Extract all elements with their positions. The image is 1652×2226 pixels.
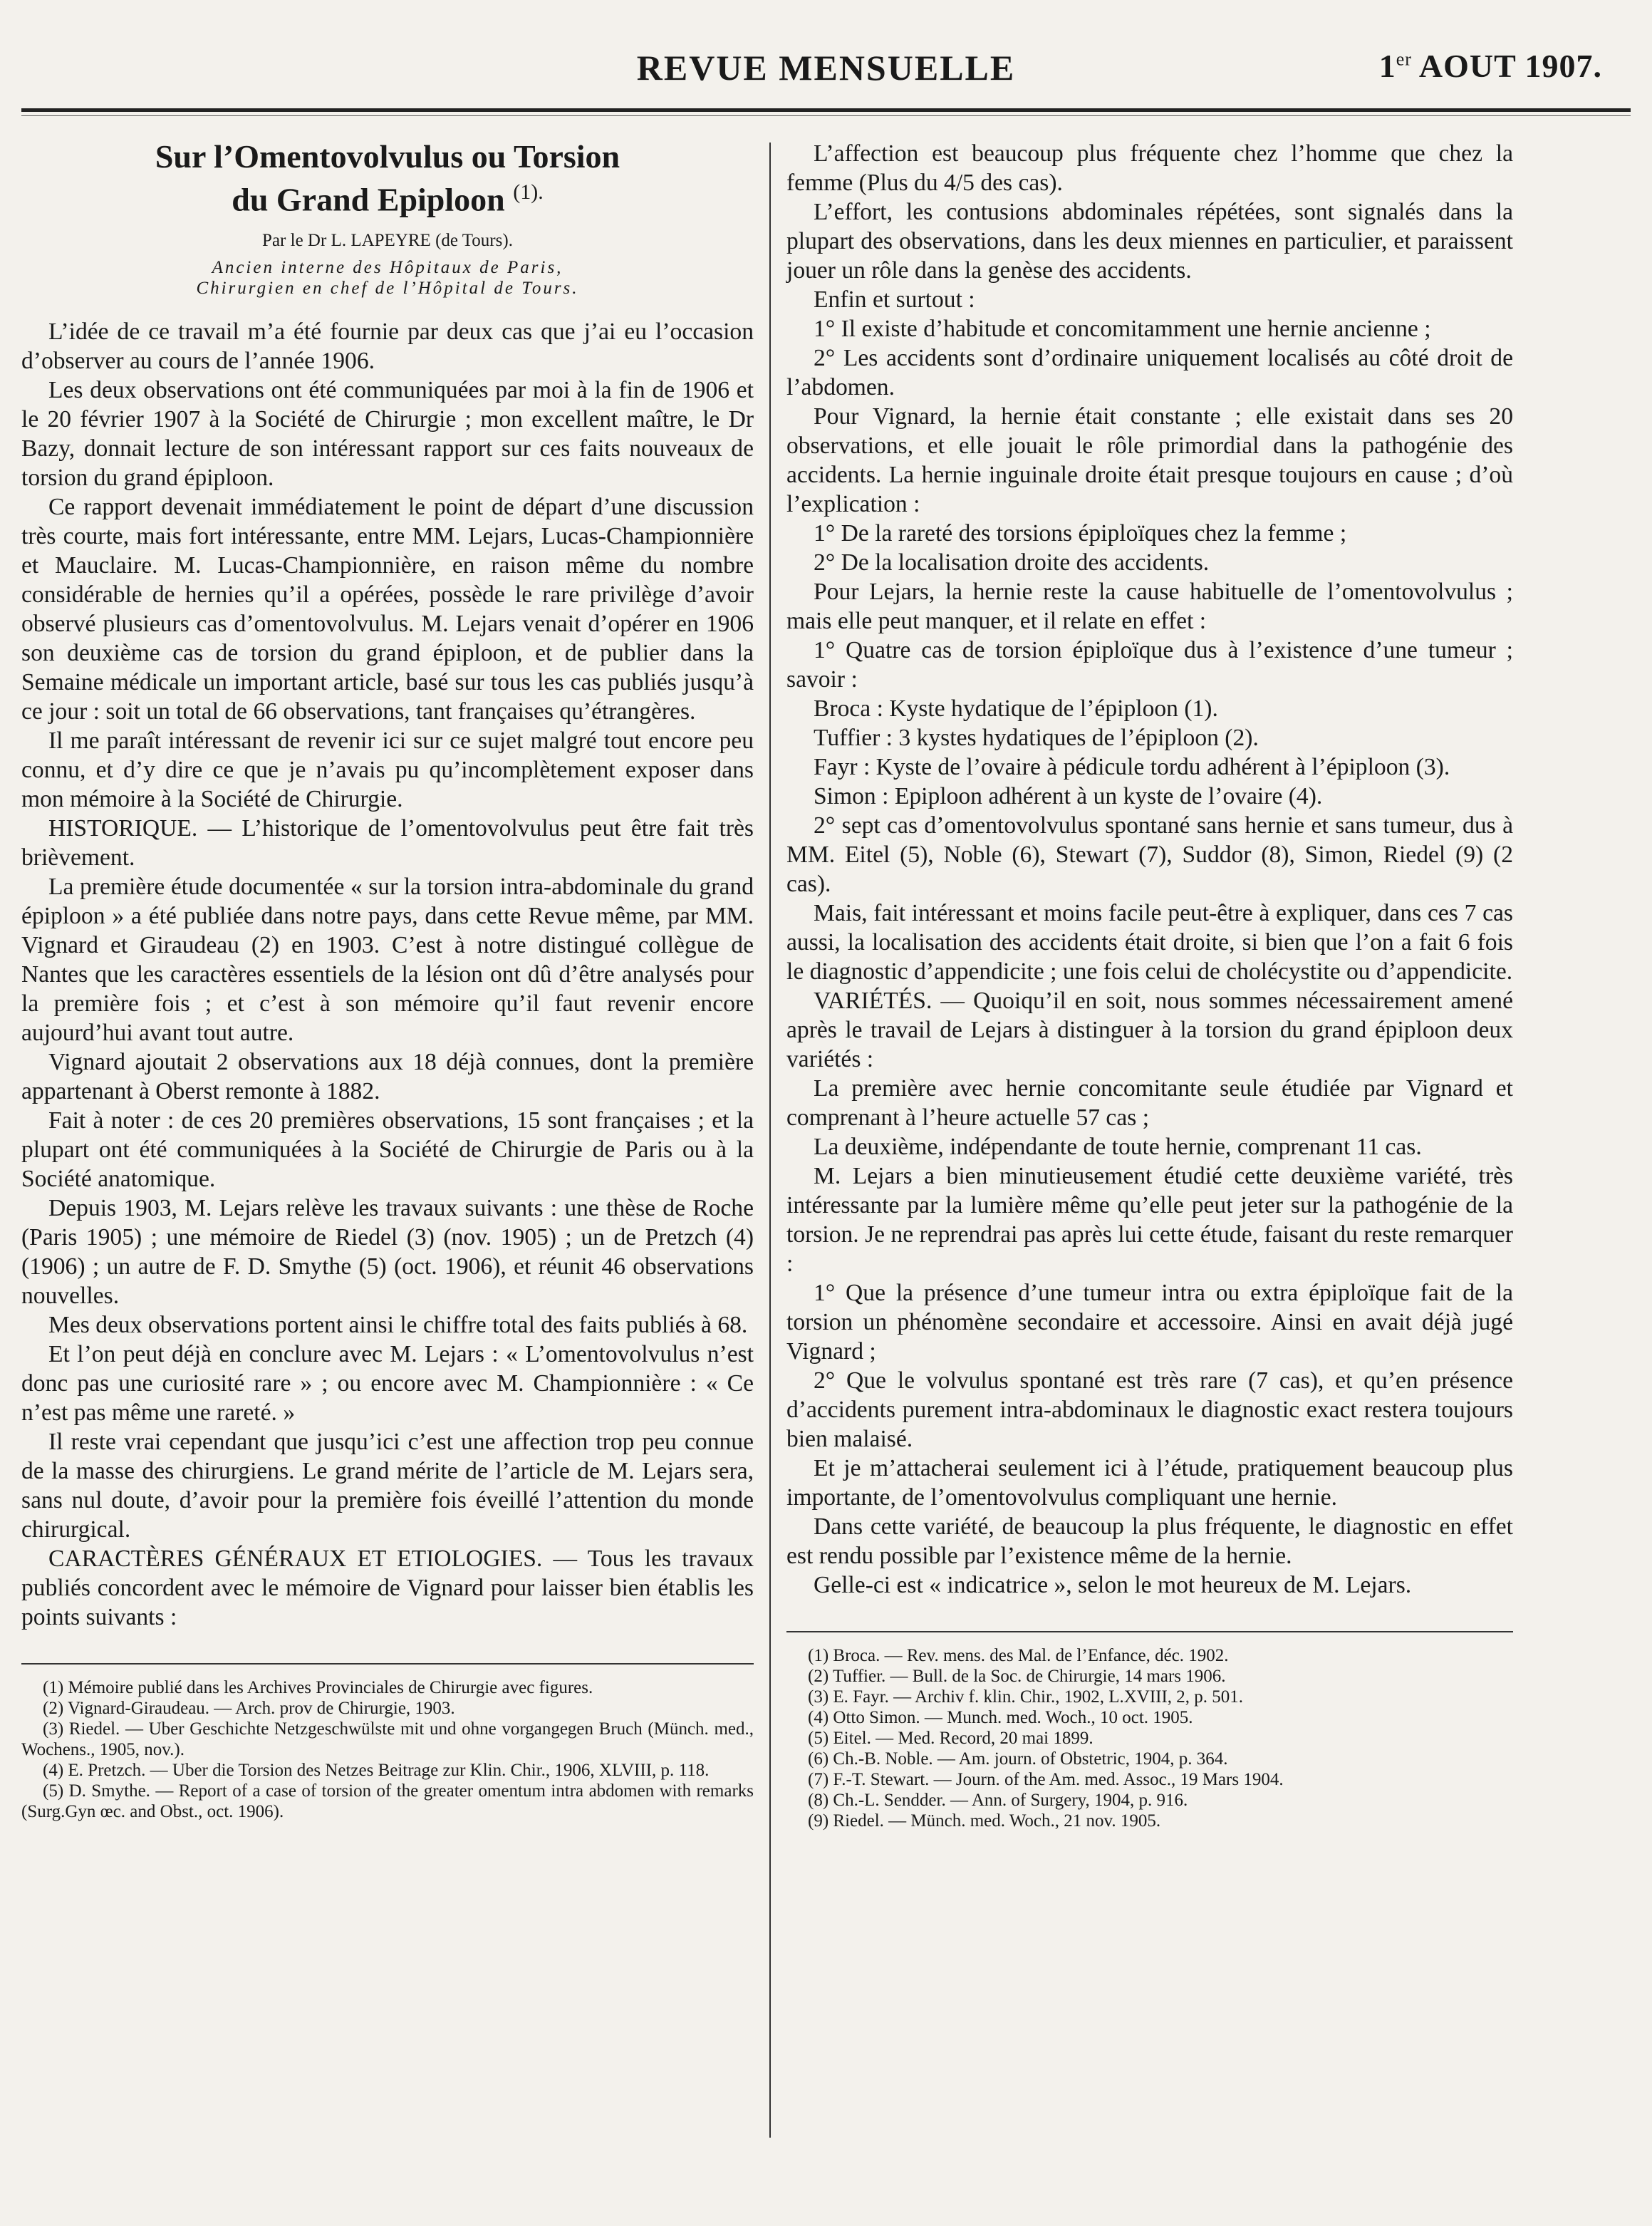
paragraph: La deuxième, indépendante de toute hernie, comprenant 11 cas. [814, 1134, 1422, 1160]
footnote: (1) Broca. — Rev. mens. des Mal. de l’Enfance, déc. 1902. [808, 1646, 1229, 1665]
paragraph: Dans cette variété, de beaucoup la plus fréquente, le diagnostic en effet est rendu possible par l’existence même de la hernie. [786, 1513, 1513, 1569]
paragraph: L’affection est beaucoup plus fréquente chez l’homme que chez la femme (Plus du 4/5 des cas). [786, 140, 1513, 196]
issue-date [1379, 47, 1602, 85]
paragraph: 1° Il existe d’habitude et concomitamment une hernie ancienne ; [814, 316, 1431, 342]
right-column [786, 139, 1513, 1831]
footnote: (5) D. Smythe. — Report of a case of torsion of the greater omentum intra abdomen with remarks (Surg.Gyn œc. and Obst., oct. 1906). [21, 1781, 754, 1822]
paragraph: Il reste vrai cependant que jusqu’ici c’est une affection trop peu connue de la masse des chirurgiens. Le grand mérite de l’article de M. Lejars sera, sans nul doute, d’avoir pour la première fois éveillé l’attention du monde chirurgical. [21, 1429, 754, 1543]
header-rule-thin [21, 115, 1631, 116]
footnote: (7) F.-T. Stewart. — Journ. of the Am. med. Assoc., 19 Mars 1904. [808, 1770, 1284, 1789]
left-column [21, 139, 754, 1822]
footnote: (2) Vignard-Giraudeau. — Arch. prov de Chirurgie, 1903. [43, 1699, 455, 1719]
paragraph: 2° Les accidents sont d’ordinaire uniquement localisés au côté droit de l’abdomen. [786, 345, 1513, 400]
paragraph: Enfin et surtout : [814, 286, 975, 313]
paragraph: 2° De la localisation droite des accidents. [814, 549, 1210, 576]
author-affiliation [21, 257, 754, 299]
paragraph: 1° Que la présence d’une tumeur intra ou extra épiploïque fait de la torsion un phénomène secondaire et accessoire. Ainsi en avait déjà jugé Vignard ; [786, 1280, 1513, 1365]
paragraph: Vignard ajoutait 2 observations aux 18 déjà connues, dont la première appartenant à Oberst remonte à 1882. [21, 1049, 754, 1105]
footnote-rule [786, 1631, 1513, 1632]
paragraph: Tuffier : 3 kystes hydatiques de l’épiploon (2). [814, 725, 1259, 751]
footnote: (4) Otto Simon. — Munch. med. Woch., 10 oct. 1905. [808, 1708, 1193, 1727]
title-footnote-ref: (1). [513, 180, 544, 204]
paragraph: 1° De la rareté des torsions épiploïques chez la femme ; [814, 520, 1347, 547]
paragraph: Broca : Kyste hydatique de l’épiploon (1). [814, 695, 1218, 722]
paragraph: Ce rapport devenait immédiatement le point de départ d’une discussion très courte, mais fort intéressante, entre MM. Lejars, Lucas-Championnière et Mauclaire. M. Lucas-Championnière, en raison même du nombre considérable de hernies qu’il a opérées, possède le rare privilège d’avoir observé plusieurs cas d’omentovolvulus. M. Lejars venait d’opérer en 1906 son deuxième cas de torsion du grand épiploon, et de publier dans la Semaine médicale un important article, basé sur tous les cas publiés jusqu’à ce jour : soit un total de 66 observations, tant françaises qu’étrangères. [21, 494, 754, 725]
paragraph-varietes: VARIÉTÉS. — Quoiqu’il en soit, nous sommes nécessairement amené après le travail de Lejars à distinguer à la torsion du grand épiploon deux variétés : [786, 988, 1513, 1072]
column-divider [769, 143, 771, 2138]
paragraph: L’idée de ce travail m’a été fournie par deux cas que j’ai eu l’occasion d’observer au cours de l’année 1906. [21, 319, 754, 375]
paragraph: Et l’on peut déjà en conclure avec M. Lejars : « L’omentovolvulus n’est donc pas une curiosité rare » ; ou encore avec M. Championnière : « Ce n’est pas même une rareté. » [21, 1341, 754, 1427]
issue-date-day: 1 [1378, 48, 1396, 84]
issue-date-rest: AOUT 1907. [1411, 48, 1602, 84]
footnote: (3) E. Fayr. — Archiv f. klin. Chir., 1902, L.XVIII, 2, p. 501. [808, 1687, 1244, 1707]
author-byline: Par le Dr L. LAPEYRE (de Tours). [262, 231, 513, 251]
paragraph: Pour Vignard, la hernie était constante ; elle existait dans ses 20 observations, et elle jouait le rôle primordial dans la pathogénie des accidents. La hernie inguinale droite était presque toujours en cause ; d’où l’explication : [786, 403, 1513, 517]
paragraph-caracteres: CARACTÈRES GÉNÉRAUX ET ETIOLOGIES. — Tous les travaux publiés concordent avec le mémoire de Vignard pour laisser bien établis les points suivants : [21, 1546, 754, 1631]
issue-date-sup: er [1396, 48, 1412, 70]
paragraph: 1° Quatre cas de torsion épiploïque dus à l’existence d’une tumeur ; savoir : [786, 637, 1513, 693]
journal-title: REVUE MENSUELLE [636, 48, 1016, 88]
paragraph: 2° sept cas d’omentovolvulus spontané sans hernie et sans tumeur, dus à MM. Eitel (5), Noble (6), Stewart (7), Suddor (8), Simon, Riedel (9) (2 cas). [786, 812, 1513, 897]
footnote: (4) E. Pretzch. — Uber die Torsion des Netzes Beitrage zur Klin. Chir., 1906, XLVIII, p. 118. [43, 1761, 710, 1781]
paragraph: Simon : Epiploon adhérent à un kyste de l’ovaire (4). [814, 783, 1323, 809]
paragraph: La première avec hernie concomitante seule étudiée par Vignard et comprenant à l’heure actuelle 57 cas ; [786, 1075, 1513, 1131]
footnote: (6) Ch.-B. Noble. — Am. journ. of Obstetric, 1904, p. 364. [808, 1749, 1228, 1769]
paragraph: Il me paraît intéressant de revenir ici sur ce sujet malgré tout encore peu connu, et d’y dire ce que je n’avais pu qu’incomplètement exposer dans mon mémoire à la Société de Chirurgie. [21, 728, 754, 813]
paragraph: M. Lejars a bien minutieusement étudié cette deuxième variété, très intéressante par la lumière même qu’elle peut jeter sur la pathogénie de la torsion. Je ne reprendrai pas après lui cette étude, faisant du reste remarquer : [786, 1163, 1513, 1277]
article-title-line2-wrap [21, 175, 754, 217]
footnote: (1) Mémoire publié dans les Archives Provinciales de Chirurgie avec figures. [43, 1678, 593, 1698]
footnote: (5) Eitel. — Med. Record, 20 mai 1899. [808, 1729, 1093, 1748]
paragraph-historique: HISTORIQUE. — L’historique de l’omentovolvulus peut être fait très brièvement. [21, 815, 754, 871]
article-title [21, 139, 754, 217]
footnote: (8) Ch.-L. Sendder. — Ann. of Surgery, 1904, p. 916. [808, 1791, 1188, 1810]
paragraph: Gelle-ci est « indicatrice », selon le mot heureux de M. Lejars. [814, 1572, 1412, 1598]
paragraph: L’effort, les contusions abdominales répétées, sont signalés dans la plupart des observations, dans les deux miennes en particulier, et paraissent jouer un rôle dans la genèse des accidents. [786, 199, 1513, 284]
paragraph: Mes deux observations portent ainsi le chiffre total des faits publiés à 68. [48, 1312, 748, 1339]
paragraph: Les deux observations ont été communiquées par moi à la fin de 1906 et le 20 février 1907 à la Société de Chirurgie ; mon excellent maître, le Dr Bazy, donnait lecture de son intéressant rapport sur ces faits nouveaux de torsion du grand épiploon. [21, 377, 754, 492]
paragraph: La première étude documentée « sur la torsion intra-abdominale du grand épiploon » a été publiée dans notre pays, dans cette Revue même, par MM. Vignard et Giraudeau (2) en 1903. C’est à notre distingué collègue de Nantes que les caractères essentiels de la lésion ont dû d’être analysés pour la première fois ; et c’est à son mémoire qu’il faut revenir encore aujourd’hui avant tout autre. [21, 874, 754, 1047]
footnote: (3) Riedel. — Uber Geschichte Netzgeschwülste mit und ohne vorgangegen Bruch (Münch. med., Wochens., 1905, nov.). [21, 1719, 754, 1760]
page-header [21, 47, 1631, 111]
article-title-line1: Sur l’Omentovolvulus ou Torsion [155, 138, 620, 175]
footnote-rule [21, 1663, 754, 1665]
paragraph: 2° Que le volvulus spontané est très rare (7 cas), et qu’en présence d’accidents purement intra-abdominaux le diagnostic exact restera toujours bien malaisé. [786, 1367, 1513, 1452]
header-rule [21, 108, 1631, 112]
paragraph: Pour Lejars, la hernie reste la cause habituelle de l’omentovolvulus ; mais elle peut manquer, et il relate en effet : [786, 579, 1513, 634]
affiliation-line2: Chirurgien en chef de l’Hôpital de Tours. [196, 279, 579, 299]
paragraph: Mais, fait intéressant et moins facile peut-être à expliquer, dans ces 7 cas aussi, la localisation des accidents était droite, si bien que l’on a fait 6 fois le diagnostic d’appendicite ; une fois celui de cholécystite ou d’appendicite. [786, 900, 1513, 985]
paragraph: Depuis 1903, M. Lejars relève les travaux suivants : une thèse de Roche (Paris 1905) ; une mémoire de Riedel (3) (nov. 1905) ; un de Pretzch (4) (1906) ; un autre de F. D. Smythe (5) (oct. 1906), et réunit 46 observations nouvelles. [21, 1195, 754, 1310]
paragraph: Et je m’attacherai seulement ici à l’étude, pratiquement beaucoup plus importante, de l’omentovolvulus compliquant une hernie. [786, 1455, 1513, 1511]
affiliation-line1: Ancien interne des Hôpitaux de Paris, [212, 258, 563, 278]
paragraph: Fait à noter : de ces 20 premières observations, 15 sont françaises ; et la plupart ont été communiquées à la Société de Chirurgie de Paris ou à la Société anatomique. [21, 1107, 754, 1193]
paragraph: Fayr : Kyste de l’ovaire à pédicule tordu adhérent à l’épiploon (3). [814, 754, 1450, 780]
article-title-line2: du Grand Epiploon [232, 181, 505, 218]
footnote: (2) Tuffier. — Bull. de la Soc. de Chirurgie, 14 mars 1906. [808, 1667, 1226, 1686]
footnote: (9) Riedel. — Münch. med. Woch., 21 nov. 1905. [808, 1811, 1161, 1831]
